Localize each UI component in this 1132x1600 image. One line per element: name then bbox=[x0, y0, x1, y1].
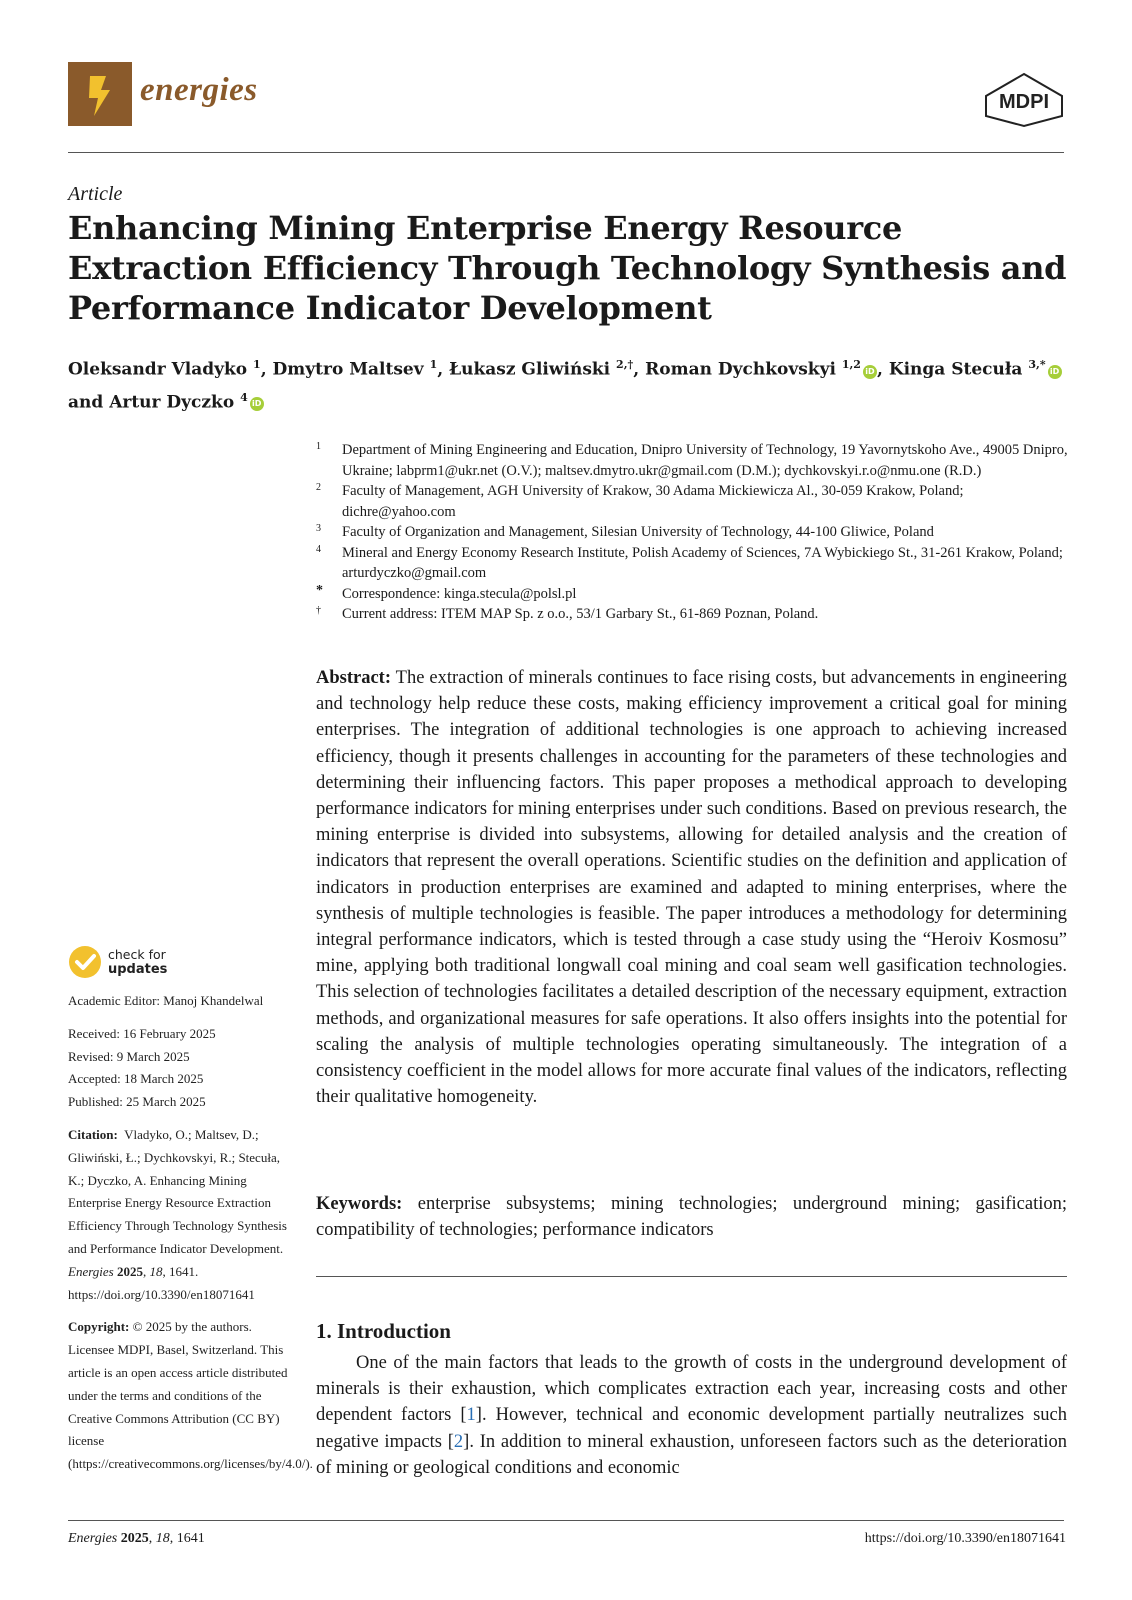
abstract-label: Abstract: bbox=[316, 668, 392, 688]
affiliation-item: 3 Faculty of Organization and Management, Silesian University of Technology, 44-100 Gliwice, Poland bbox=[316, 523, 934, 540]
footer-citation: Energies 2025, 18, 1641 bbox=[68, 1531, 205, 1546]
article-type: Article bbox=[68, 183, 123, 205]
affiliation-item: 1 Department of Mining Engineering and Education, Dnipro University of Technology, 19 Yavornytskoho Ave., 49005 Dnipro, Ukraine; labprm1@ukr.net (O.V.); maltsev.dmytro.ukr@gmail.com (D.M.); dychkovskyi.r.o@nmu.one (R.D.) bbox=[316, 441, 1068, 479]
author-affiliation-mark: 4 bbox=[240, 390, 248, 404]
author-affiliation-mark: 2,† bbox=[616, 358, 634, 371]
header-divider bbox=[68, 152, 1064, 153]
article-info-sidebar bbox=[68, 990, 313, 1476]
introduction-paragraph: One of the main factors that leads to the growth of costs in the underground development of minerals is their exhaustion, which complicates extraction each year, increasing costs and other dependent factors [1]. However, technical and economic development partially neutralizes such negative impacts [2]. In addition to mineral exhaustion, unforeseen factors such as the deterioration of mining or geological conditions and economic bbox=[316, 1353, 1067, 1478]
author-name[interactable]: Łukasz Gliwiński bbox=[449, 359, 611, 380]
author-name[interactable]: Roman Dychkovskyi bbox=[645, 359, 836, 380]
lightning-bolt-icon bbox=[68, 62, 132, 126]
affiliation-item: 4 Mineral and Energy Economy Research Institute, Polish Academy of Sciences, 7A Wybickiego St., 31-261 Krakow, Poland; arturdyczko@gmail.com bbox=[316, 543, 1063, 581]
citation-block: Citation: Vladyko, O.; Maltsev, D.; Gliwiński, Ł.; Dychkovskyi, R.; Stecuła, K.; Dyczko, A. Enhancing Mining Enterprise Energy Resource Extraction Efficiency Through Technology Synthesis and Performance Indicator Development. Energies 2025, 18, 1641. https://doi.org/10.3390/en18071641 bbox=[68, 1126, 287, 1302]
section-divider bbox=[316, 1276, 1067, 1277]
affiliation-item: 2 Faculty of Management, AGH University of Krakow, 30 Adama Mickiewicza Al., 30-059 Krakow, Poland; dichre@yahoo.com bbox=[316, 482, 964, 520]
copyright-block: Copyright: © 2025 by the authors. Licensee MDPI, Basel, Switzerland. This article is an open access article distributed under the terms and conditions of the Creative Commons Attribution (CC BY) license (https://creativecommons.org/licenses/by/4.0/). bbox=[68, 1319, 313, 1472]
current-address-item: † Current address: ITEM MAP Sp. z o.o., 53/1 Garbary St., 61-869 Poznan, Poland. bbox=[316, 605, 819, 622]
affiliations bbox=[316, 440, 1076, 625]
doi-link[interactable]: https://doi.org/10.3390/en18071641 bbox=[68, 1286, 255, 1302]
author-name[interactable]: Dmytro Maltsev bbox=[272, 359, 424, 380]
revised-date: Revised: 9 March 2025 bbox=[68, 1048, 190, 1064]
published-date: Published: 25 March 2025 bbox=[68, 1094, 206, 1110]
checkmark-icon bbox=[68, 945, 102, 979]
author-affiliation-mark: 1 bbox=[253, 358, 261, 371]
author-affiliation-mark: 1,2 bbox=[841, 358, 861, 371]
keywords-text: enterprise subsystems; mining technologies; underground mining; gasification; compatibility of technologies; performance indicators bbox=[316, 1194, 1067, 1240]
author-affiliation-mark: 1 bbox=[429, 358, 438, 371]
publisher-name: MDPI bbox=[999, 91, 1049, 113]
footer-divider bbox=[68, 1520, 1064, 1521]
check-for-updates-badge[interactable] bbox=[68, 942, 198, 982]
author-name[interactable]: Oleksandr Vladyko bbox=[68, 359, 248, 380]
reference-link[interactable]: 2 bbox=[453, 1431, 464, 1452]
keywords-label: Keywords: bbox=[316, 1194, 403, 1214]
author-name[interactable]: Artur Dyczko bbox=[109, 392, 235, 413]
accepted-date: Accepted: 18 March 2025 bbox=[68, 1071, 204, 1087]
publisher-logo bbox=[982, 72, 1066, 128]
author-list: Oleksandr Vladyko $^1$, Dmytro Maltsev $^1$, Łukasz Gliwiński $^{2,\dagger}$, Roman Dychkovskyi $^{1,2}$iD , Kinga Stecuła $^{3,*}$iD and Artur Dyczko $^4$iD bbox=[68, 351, 1078, 416]
updates-text: check for updates bbox=[108, 946, 168, 977]
abstract-text: The extraction of minerals continues to face rising costs, but advancements in engineering and technology help reduce these costs, making efficiency improvement a critical goal for mining enterprises. The integration of additional technologies is one approach to achieving increased efficiency, though it presents challenges in accounting for the parameters of these technologies and determining their influencing factors. This paper proposes a methodical approach to developing performance indicators for mining enterprises under such conditions. Based on previous research, the mining enterprise is divided into subsystems, allowing for detailed analysis and the creation of indicators that represent the overall operations. Scientific studies on the definition and application of indicators in production enterprises are examined and adapted to mining enterprises, where the synthesis of multiple technologies is feasible. The paper introduces a methodology for determining integral performance indicators, which is tested through a case study using the “Heroiv Kosmosu” mine, applying both traditional longwall coal mining and coal seam well gasification technologies. This selection of technologies facilitates a detailed description of the necessary equipment, extraction methods, and organizational measures for safe operations. It also offers insights into the potential for scaling the analysis of multiple technologies operating simultaneously. The integration of a consistency coefficient in the model allows for more accurate final values of the indicators, reflecting their qualitative homogeneity. bbox=[316, 668, 1068, 1108]
author-affiliation-mark: 3,* bbox=[1028, 358, 1046, 371]
reference-link[interactable]: 1 bbox=[466, 1405, 476, 1426]
received-date: Received: 16 February 2025 bbox=[68, 1025, 216, 1041]
article-title: Enhancing Mining Enterprise Energy Resource Extraction Efficiency Through Technology Synthesis and Performance Indicator Development bbox=[68, 209, 1067, 327]
author-name[interactable]: Kinga Stecuła bbox=[888, 359, 1023, 380]
section-heading: 1. Introduction bbox=[316, 1319, 451, 1343]
footer-doi-link[interactable]: https://doi.org/10.3390/en18071641 bbox=[864, 1531, 1066, 1546]
keywords bbox=[316, 1191, 1067, 1243]
orcid-icon[interactable]: iD bbox=[863, 365, 877, 379]
correspondence-item: * Correspondence: kinga.stecula@polsl.pl bbox=[316, 582, 577, 602]
journal-logo-icon bbox=[68, 62, 132, 126]
abstract bbox=[316, 665, 1067, 1110]
orcid-icon[interactable]: iD bbox=[250, 397, 264, 411]
orcid-icon[interactable]: iD bbox=[1048, 365, 1062, 379]
journal-name: energies bbox=[140, 72, 258, 108]
academic-editor: Academic Editor: Manoj Khandelwal bbox=[68, 993, 264, 1008]
